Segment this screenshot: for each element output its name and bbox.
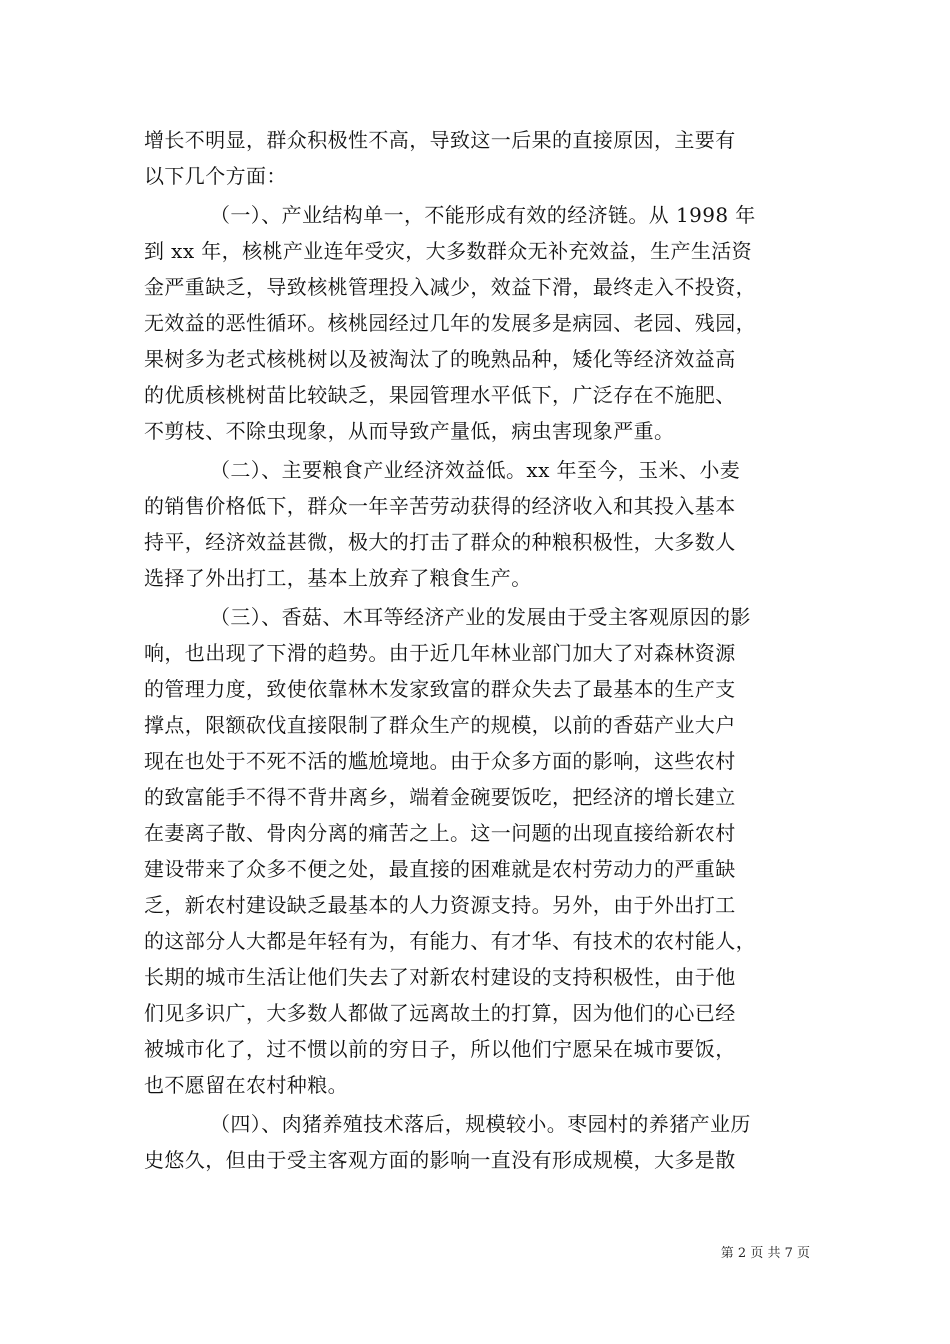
text-line: 到 xx 年，核桃产业连年受灾，大多数群众无补充效益，生产生活资 bbox=[144, 239, 753, 263]
text-line: 的销售价格低下，群众一年辛苦劳动获得的经济收入和其投入基本 bbox=[144, 494, 736, 518]
text-line: 持平，经济效益甚微，极大的打击了群众的种粮积极性，大多数人 bbox=[144, 530, 736, 554]
text-line: （二）、主要粮食产业经济效益低。xx 年至今，玉米、小麦 bbox=[210, 458, 741, 482]
text-line: 的这部分人大都是年轻有为，有能力、有才华、有技术的农村能人， bbox=[144, 929, 756, 953]
paragraph bbox=[144, 197, 812, 449]
text-line: 现在也处于不死不活的尴尬境地。由于众多方面的影响，这些农村 bbox=[144, 749, 736, 773]
text-line: （四）、肉猪养殖技术落后，规模较小。枣园村的养猪产业历 bbox=[210, 1112, 751, 1136]
text-line: 无效益的恶性循环。核桃园经过几年的发展多是病园、老园、残园， bbox=[144, 311, 756, 335]
text-line: 撑点，限额砍伐直接限制了群众生产的规模，以前的香菇产业大户 bbox=[144, 713, 736, 737]
paragraph bbox=[144, 452, 812, 596]
text-line: 响，也出现了下滑的趋势。由于近几年林业部门加大了对森林资源 bbox=[144, 641, 736, 665]
text-line: 长期的城市生活让他们失去了对新农村建设的支持积极性，由于他 bbox=[144, 965, 736, 989]
text-line: 建设带来了众多不便之处，最直接的困难就是农村劳动力的严重缺 bbox=[144, 857, 736, 881]
text-line: 们见多识广，大多数人都做了远离故土的打算，因为他们的心已经 bbox=[144, 1001, 736, 1025]
text-line: 被城市化了，过不惯以前的穷日子，所以他们宁愿呆在城市要饭， bbox=[144, 1037, 736, 1061]
page-number: 第 2 页 共 7 页 bbox=[720, 1246, 810, 1261]
text-line: （三）、香菇、木耳等经济产业的发展由于受主客观原因的影 bbox=[210, 605, 751, 629]
paragraph bbox=[144, 599, 812, 1103]
text-line: （一）、产业结构单一，不能形成有效的经济链。从 1998 年 bbox=[210, 203, 756, 227]
text-line: 乏，新农村建设缺乏最基本的人力资源支持。另外，由于外出打工 bbox=[144, 893, 736, 917]
text-line: 史悠久，但由于受主客观方面的影响一直没有形成规模，大多是散 bbox=[144, 1148, 736, 1172]
text-line: 选择了外出打工，基本上放弃了粮食生产。 bbox=[144, 566, 532, 590]
text-line: 在妻离子散、骨肉分离的痛苦之上。这一问题的出现直接给新农村 bbox=[144, 821, 736, 845]
text-line: 果树多为老式核桃树以及被淘汰了的晚熟品种，矮化等经济效益高 bbox=[144, 347, 736, 371]
body-text bbox=[144, 122, 812, 1178]
text-line: 也不愿留在农村种粮。 bbox=[144, 1073, 348, 1097]
text-line: 的致富能手不得不背井离乡，端着金碗要饭吃，把经济的增长建立 bbox=[144, 785, 736, 809]
text-line: 不剪枝、不除虫现象，从而导致产量低，病虫害现象严重。 bbox=[144, 419, 675, 443]
paragraph bbox=[144, 122, 812, 194]
paragraph bbox=[144, 1106, 812, 1178]
text-line: 金严重缺乏，导致核桃管理投入减少，效益下滑，最终走入不投资， bbox=[144, 275, 756, 299]
text-line: 的管理力度，致使依靠林木发家致富的群众失去了最基本的生产支 bbox=[144, 677, 736, 701]
text-line: 增长不明显，群众积极性不高，导致这一后果的直接原因，主要有 bbox=[144, 128, 736, 152]
text-line: 的优质核桃树苗比较缺乏，果园管理水平低下，广泛存在不施肥、 bbox=[144, 383, 736, 407]
text-line: 以下几个方面： bbox=[144, 164, 287, 188]
